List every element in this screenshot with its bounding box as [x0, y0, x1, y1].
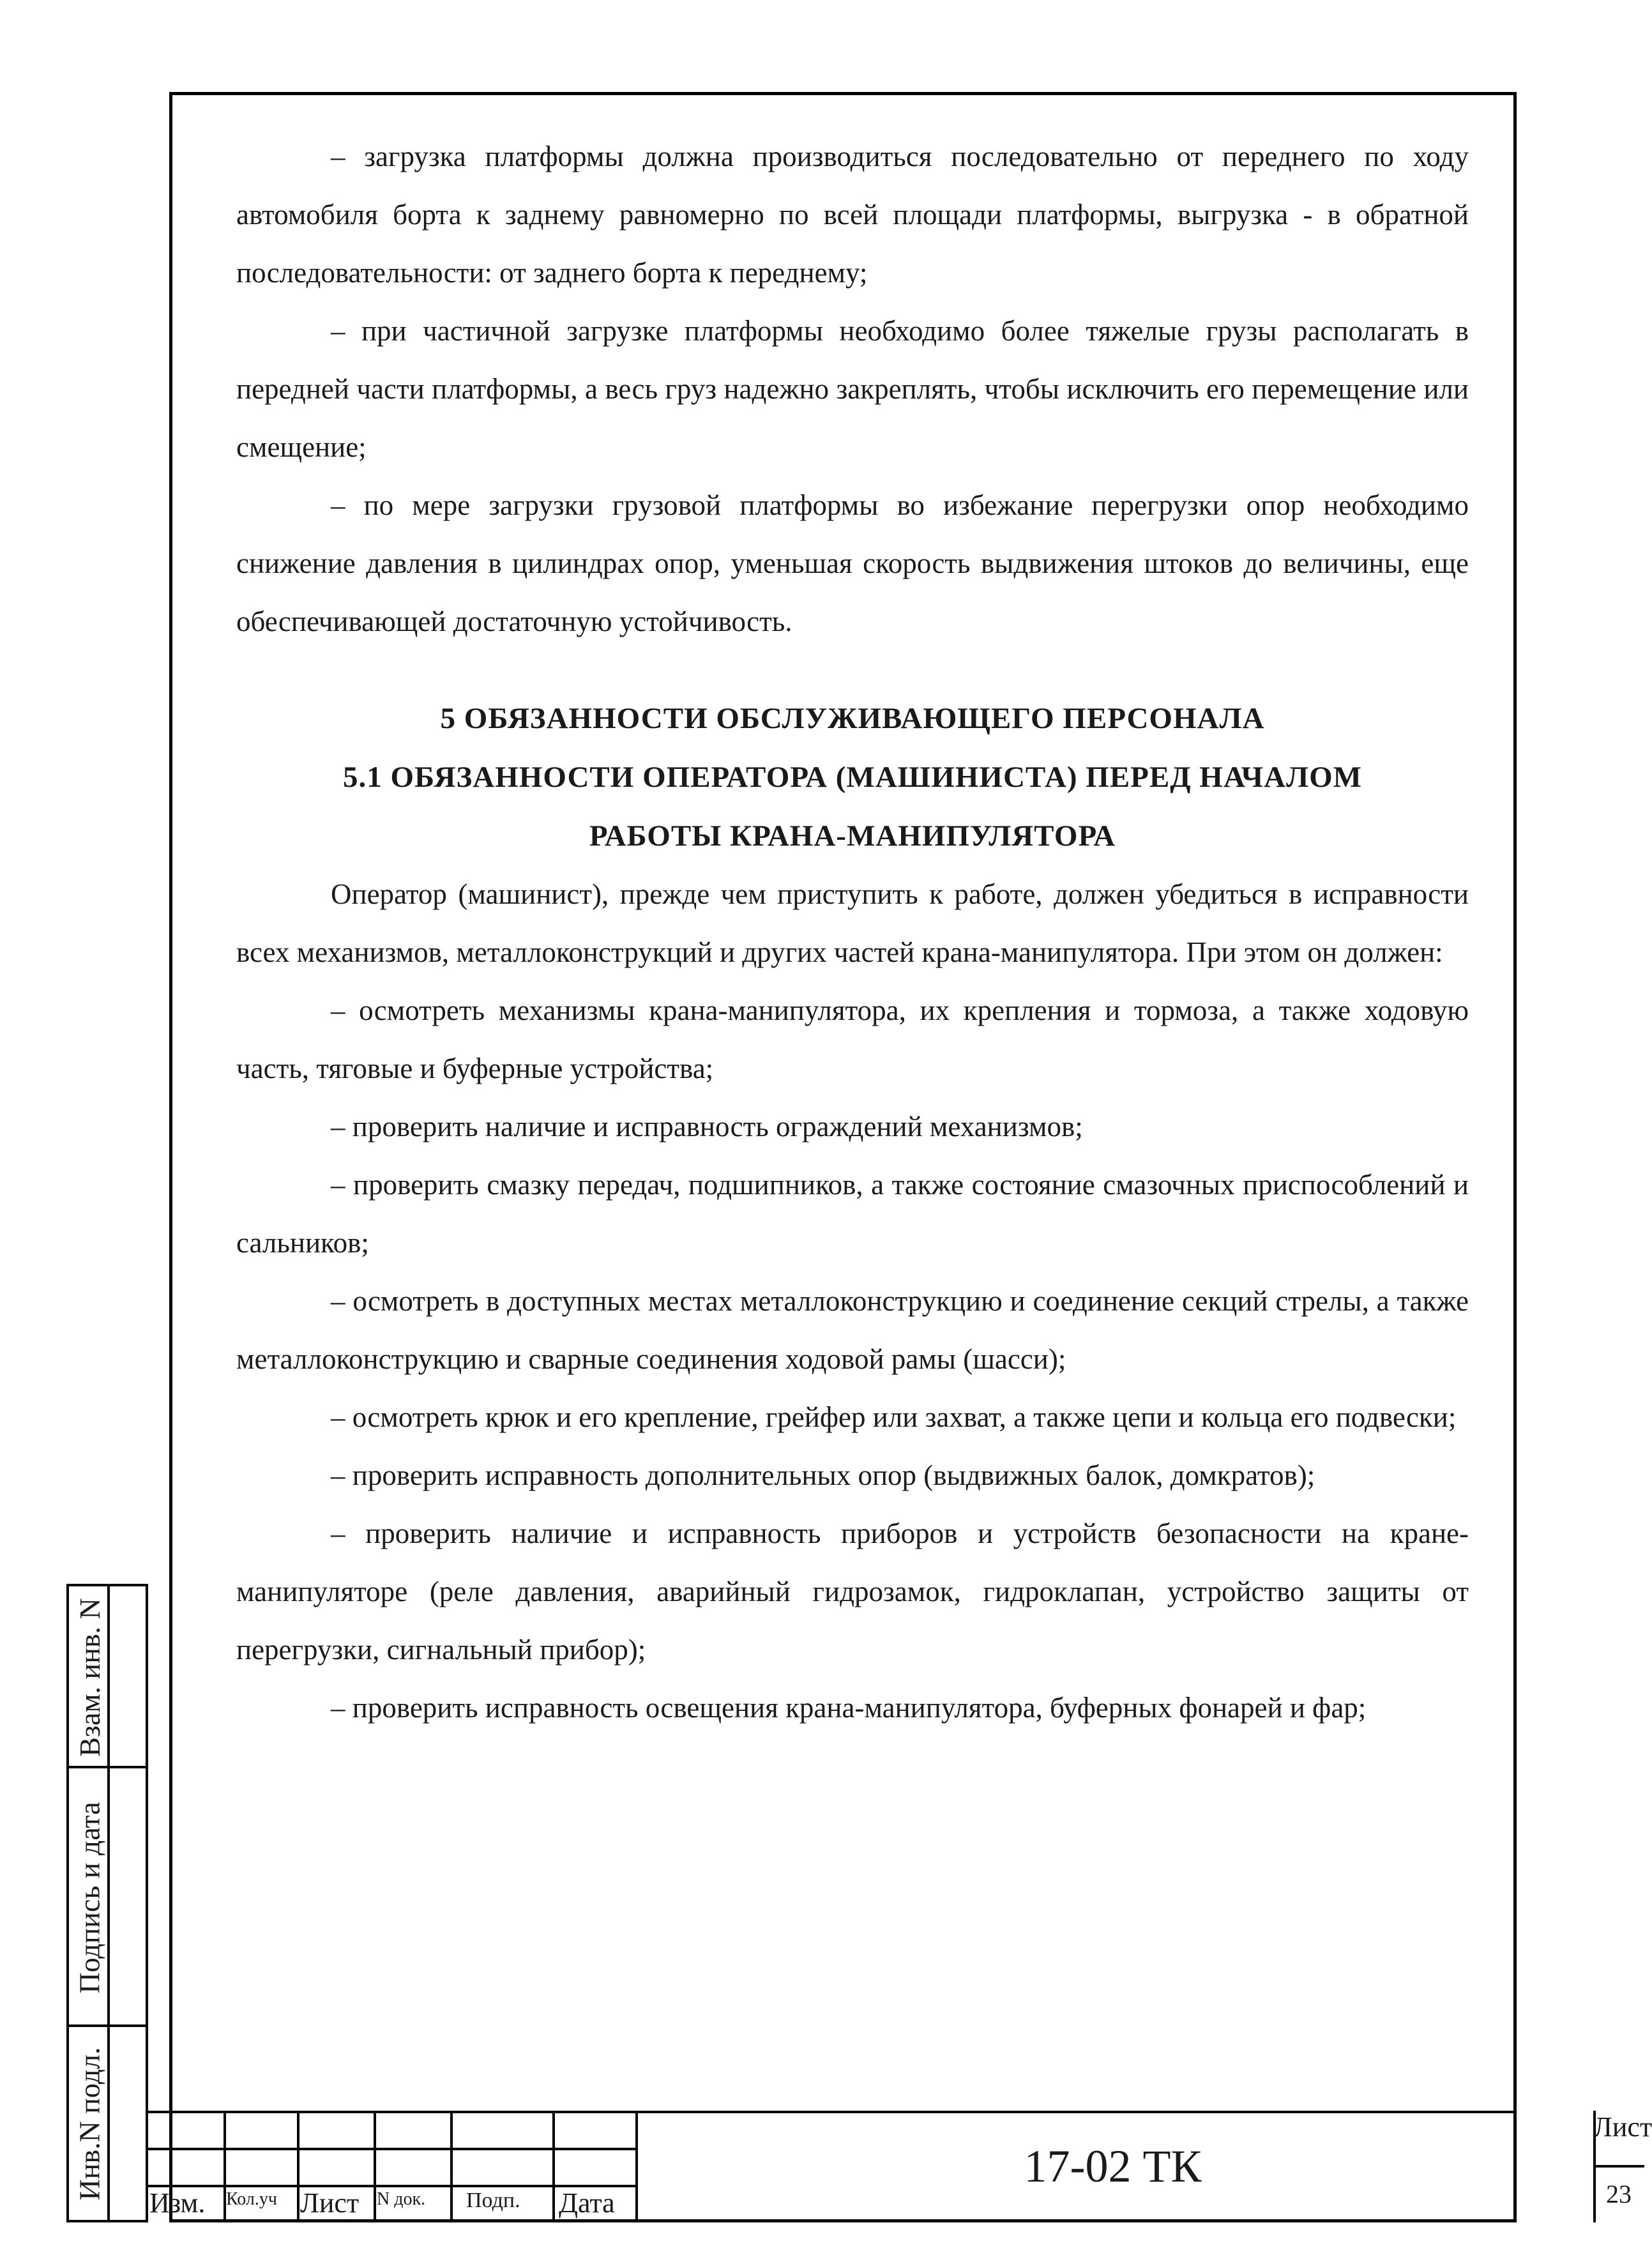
paragraph: – загрузка платформы должна производиться последовательно от переднего по ходу автомобиля борта к заднему равномерно по всей площади платформы, выгрузка - в обратной последовательности: от заднего борта к переднему;	[236, 140, 1469, 289]
izm-label: Изм.	[149, 2187, 206, 2219]
document-body	[236, 128, 1469, 1737]
kol-uch-label: Кол.уч	[226, 2189, 277, 2209]
paragraph: – по мере загрузки грузовой платформы во избежание перегрузки опор необходимо снижение давления в цилиндрах опор, уменьшая скорость выдвижения штоков до величины, еще обеспечивающей достаточную устойчивость.	[236, 489, 1469, 637]
list-item: – проверить наличие и исправность приборов и устройств безопасности на кране-манипуляторе (реле давления, аварийный гидрозамок, гидроклапан, устройство защиты от перегрузки, сигнальный прибор);	[236, 1517, 1469, 1666]
sheet-label: Лист	[1593, 2111, 1652, 2143]
title-block	[147, 2111, 1652, 2222]
n-dok-label: N док.	[377, 2189, 426, 2209]
vzam-inv-label: Взам. инв. N	[73, 1598, 106, 1757]
binding-strip	[66, 1584, 148, 2222]
list-item: – осмотреть крюк и его крепление, грейфер или захват, а также цепи и кольца его подвески;	[331, 1401, 1457, 1433]
intro-paragraph: Оператор (машинист), прежде чем приступить к работе, должен убедиться в исправности всех механизмов, металлоконструкций и других частей крана-манипулятора. При этом он должен:	[236, 878, 1469, 968]
data-label: Дата	[559, 2187, 615, 2219]
paragraph: – при частичной загрузке платформы необходимо более тяжелые грузы располагать в передней части платформы, а весь груз надежно закреплять, чтобы исключить его перемещение или смещение;	[236, 315, 1469, 463]
list-item: – проверить смазку передач, подшипников, а также состояние смазочных приспособлений и сальников;	[236, 1169, 1469, 1259]
inv-podl-label: Инв.N подл.	[73, 2047, 106, 2200]
list-item: – проверить исправность дополнительных опор (выдвижных балок, домкратов);	[331, 1459, 1315, 1491]
sheet-number: 23	[1606, 2179, 1632, 2208]
list-item: – осмотреть в доступных местах металлоконструкцию и соединение секций стрелы, а также металлоконструкцию и сварные соединения ходовой рамы (шасси);	[236, 1285, 1469, 1375]
podp-label: Подп.	[466, 2189, 520, 2212]
section-heading: 5 ОБЯЗАННОСТИ ОБСЛУЖИВАЮЩЕГО ПЕРСОНАЛА	[440, 702, 1265, 735]
subsection-heading-cont: РАБОТЫ КРАНА-МАНИПУЛЯТОРА	[589, 819, 1116, 853]
podpis-data-label: Подпись и дата	[73, 1802, 106, 1994]
document-number: 17-02 ТК	[1024, 2141, 1202, 2192]
list-item: – проверить наличие и исправность ограждений механизмов;	[331, 1111, 1083, 1143]
list-label: Лист	[300, 2187, 360, 2219]
subsection-heading: 5.1 ОБЯЗАННОСТИ ОПЕРАТОРА (МАШИНИСТА) ПЕРЕД НАЧАЛОМ	[342, 761, 1363, 794]
list-item: – проверить исправность освещения крана-манипулятора, буферных фонарей и фар;	[331, 1692, 1367, 1724]
list-item: – осмотреть механизмы крана-манипулятора, их крепления и тормоза, а также ходовую часть, тяговые и буферные устройства;	[236, 994, 1469, 1084]
